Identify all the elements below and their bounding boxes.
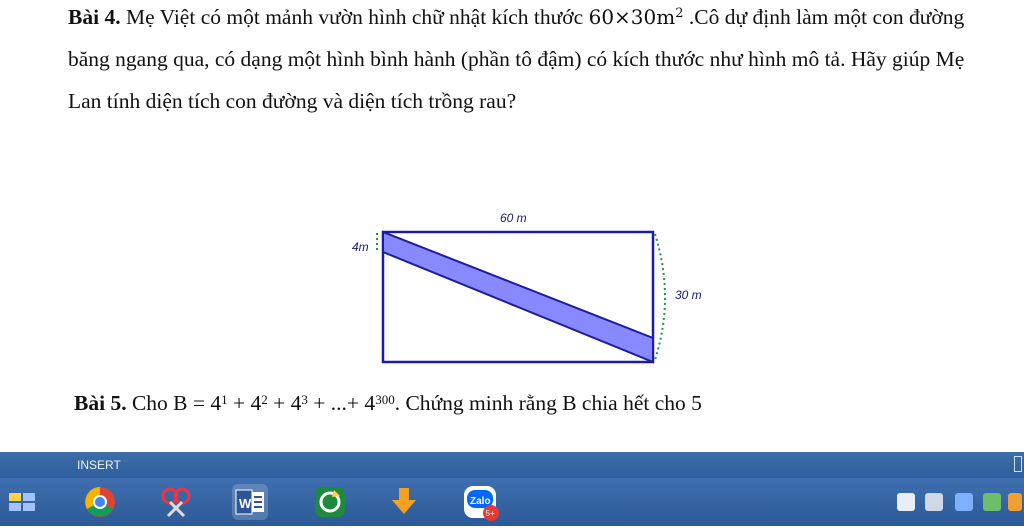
grid-tray-icon[interactable] (925, 493, 943, 511)
snipping-icon[interactable] (158, 484, 194, 520)
view-toggle-icon[interactable] (1014, 456, 1022, 472)
chat-tray-icon[interactable] (897, 493, 915, 511)
height-marker (655, 234, 665, 360)
dimension-unit: m (656, 5, 676, 29)
exponent-last: 300 (375, 392, 395, 407)
update-tray-icon[interactable] (1008, 493, 1022, 511)
zalo-badge: 5+ (485, 509, 495, 518)
svg-text:W: W (239, 496, 252, 511)
network-tray-icon[interactable] (955, 493, 973, 511)
security-tray-icon[interactable] (983, 493, 1001, 511)
word-icon[interactable] (232, 484, 268, 520)
garden-figure (330, 200, 730, 375)
download-icon[interactable] (386, 484, 422, 520)
chrome-icon[interactable] (82, 484, 118, 520)
problem-5-text-end: . Chứng minh rằng B chia hết cho 5 (394, 391, 702, 415)
term-last: + ...+ 4 (307, 391, 376, 415)
problem-4-label: Bài 4. (68, 5, 121, 29)
status-bar (0, 452, 1024, 478)
dimension-formula (589, 5, 684, 29)
label-right: 30 m (675, 288, 702, 302)
exponent-1: 1 (221, 392, 228, 407)
problem-4-text-end: .Cô dự định làm một con đường băng ngang qua, có dạng một hình bình hành (phần tô đậm) có kích thước như hình mô tả. Hãy giúp Mẹ Lan tính diện tích con đường và diện tích trồng rau? (68, 5, 965, 113)
term-3: + 4 (267, 391, 302, 415)
zalo-icon[interactable] (462, 484, 498, 520)
label-top: 60 m (500, 211, 527, 225)
start-grid-icon[interactable] (5, 484, 41, 520)
problem-5-text-start: Cho B = 4 (126, 391, 222, 415)
refresh-app-icon[interactable] (312, 484, 348, 520)
insert-mode-indicator[interactable]: INSERT (77, 458, 121, 472)
problem-4 (68, 0, 968, 122)
dimension-value: 60×30 (588, 5, 657, 29)
exponent-2: 2 (261, 392, 268, 407)
problem-5 (74, 382, 974, 424)
problem-4-text-start: Mẹ Việt có một mảnh vườn hình chữ nhật kích thước (120, 5, 589, 29)
problem-5-label: Bài 5. (74, 391, 127, 415)
zalo-label: Zalo (470, 496, 491, 507)
label-left: 4m (352, 240, 369, 254)
dimension-unit-exponent: 2 (675, 6, 684, 21)
taskbar (0, 478, 1024, 526)
exponent-3: 3 (301, 392, 308, 407)
term-2: + 4 (227, 391, 262, 415)
